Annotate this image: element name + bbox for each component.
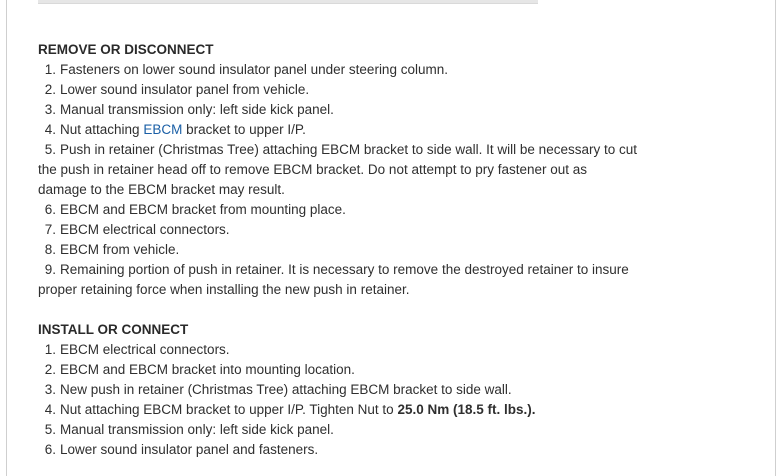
remove-step-8 [38, 240, 668, 260]
step-number: 3. [44, 382, 56, 397]
ebcm-link[interactable]: EBCM [143, 122, 183, 137]
section-spacer [38, 300, 668, 320]
step-text-line3: damage to the EBCM bracket may result. [38, 182, 285, 197]
step-text-line2: the push in retainer head off to remove EBCM bracket. Do not attempt to pry fastener out as [38, 162, 588, 177]
step-number: 2. [44, 362, 56, 377]
step-text: EBCM electrical connectors. [60, 222, 230, 237]
step-text-post: bracket to upper I/P. [182, 122, 306, 137]
step-text: EBCM from vehicle. [60, 242, 180, 257]
step-number: 3. [44, 102, 56, 117]
step-text-pre: Nut attaching EBCM bracket to upper I/P. Tighten Nut to [60, 402, 398, 417]
remove-section-heading: REMOVE OR DISCONNECT [38, 42, 214, 57]
step-number: 2. [44, 82, 56, 97]
step-text-pre: Nut attaching [60, 122, 144, 137]
step-text-line1: Push in retainer (Christmas Tree) attaching EBCM bracket to side wall. It will be necessary to cut [60, 142, 637, 157]
step-text: Lower sound insulator panel and fasteners. [60, 442, 319, 457]
step-number: 1. [44, 62, 56, 77]
remove-step-7 [38, 220, 668, 240]
remove-step-2 [38, 80, 668, 100]
install-step-2 [38, 360, 668, 380]
step-text-line2: proper retaining force when installing the new push in retainer. [38, 282, 410, 297]
step-number: 6. [44, 442, 56, 457]
remove-step-3 [38, 100, 668, 120]
step-text: EBCM electrical connectors. [60, 342, 230, 357]
remove-step-1 [38, 60, 668, 80]
step-number: 5. [44, 142, 56, 157]
step-text: EBCM and EBCM bracket into mounting location. [60, 362, 355, 377]
install-step-3 [38, 380, 668, 400]
install-step-4 [38, 400, 668, 420]
step-text-line1: Remaining portion of push in retainer. It is necessary to remove the destroyed retainer to insure [60, 262, 629, 277]
top-image-bar [38, 0, 538, 4]
step-number: 6. [44, 202, 56, 217]
step-text: Fasteners on lower sound insulator panel under steering column. [60, 62, 448, 77]
step-number: 4. [44, 122, 56, 137]
step-number: 8. [44, 242, 56, 257]
procedure-content [38, 40, 668, 460]
step-number: 4. [44, 402, 56, 417]
step-number: 7. [44, 222, 56, 237]
remove-step-9 [38, 260, 668, 300]
step-number: 1. [44, 342, 56, 357]
step-text: Lower sound insulator panel from vehicle. [60, 82, 310, 97]
remove-step-5 [38, 140, 668, 200]
install-step-5 [38, 420, 668, 440]
step-text: EBCM and EBCM bracket from mounting place. [60, 202, 346, 217]
step-text: Manual transmission only: left side kick panel. [60, 102, 334, 117]
torque-spec: 25.0 Nm (18.5 ft. lbs.). [397, 402, 536, 417]
step-text: New push in retainer (Christmas Tree) attaching EBCM bracket to side wall. [60, 382, 512, 397]
remove-step-4 [38, 120, 668, 140]
install-step-6 [38, 440, 668, 460]
install-step-1 [38, 340, 668, 360]
step-number: 9. [44, 262, 56, 277]
step-text: Manual transmission only: left side kick panel. [60, 422, 334, 437]
step-number: 5. [44, 422, 56, 437]
remove-step-6 [38, 200, 668, 220]
install-section-heading: INSTALL OR CONNECT [38, 322, 189, 337]
